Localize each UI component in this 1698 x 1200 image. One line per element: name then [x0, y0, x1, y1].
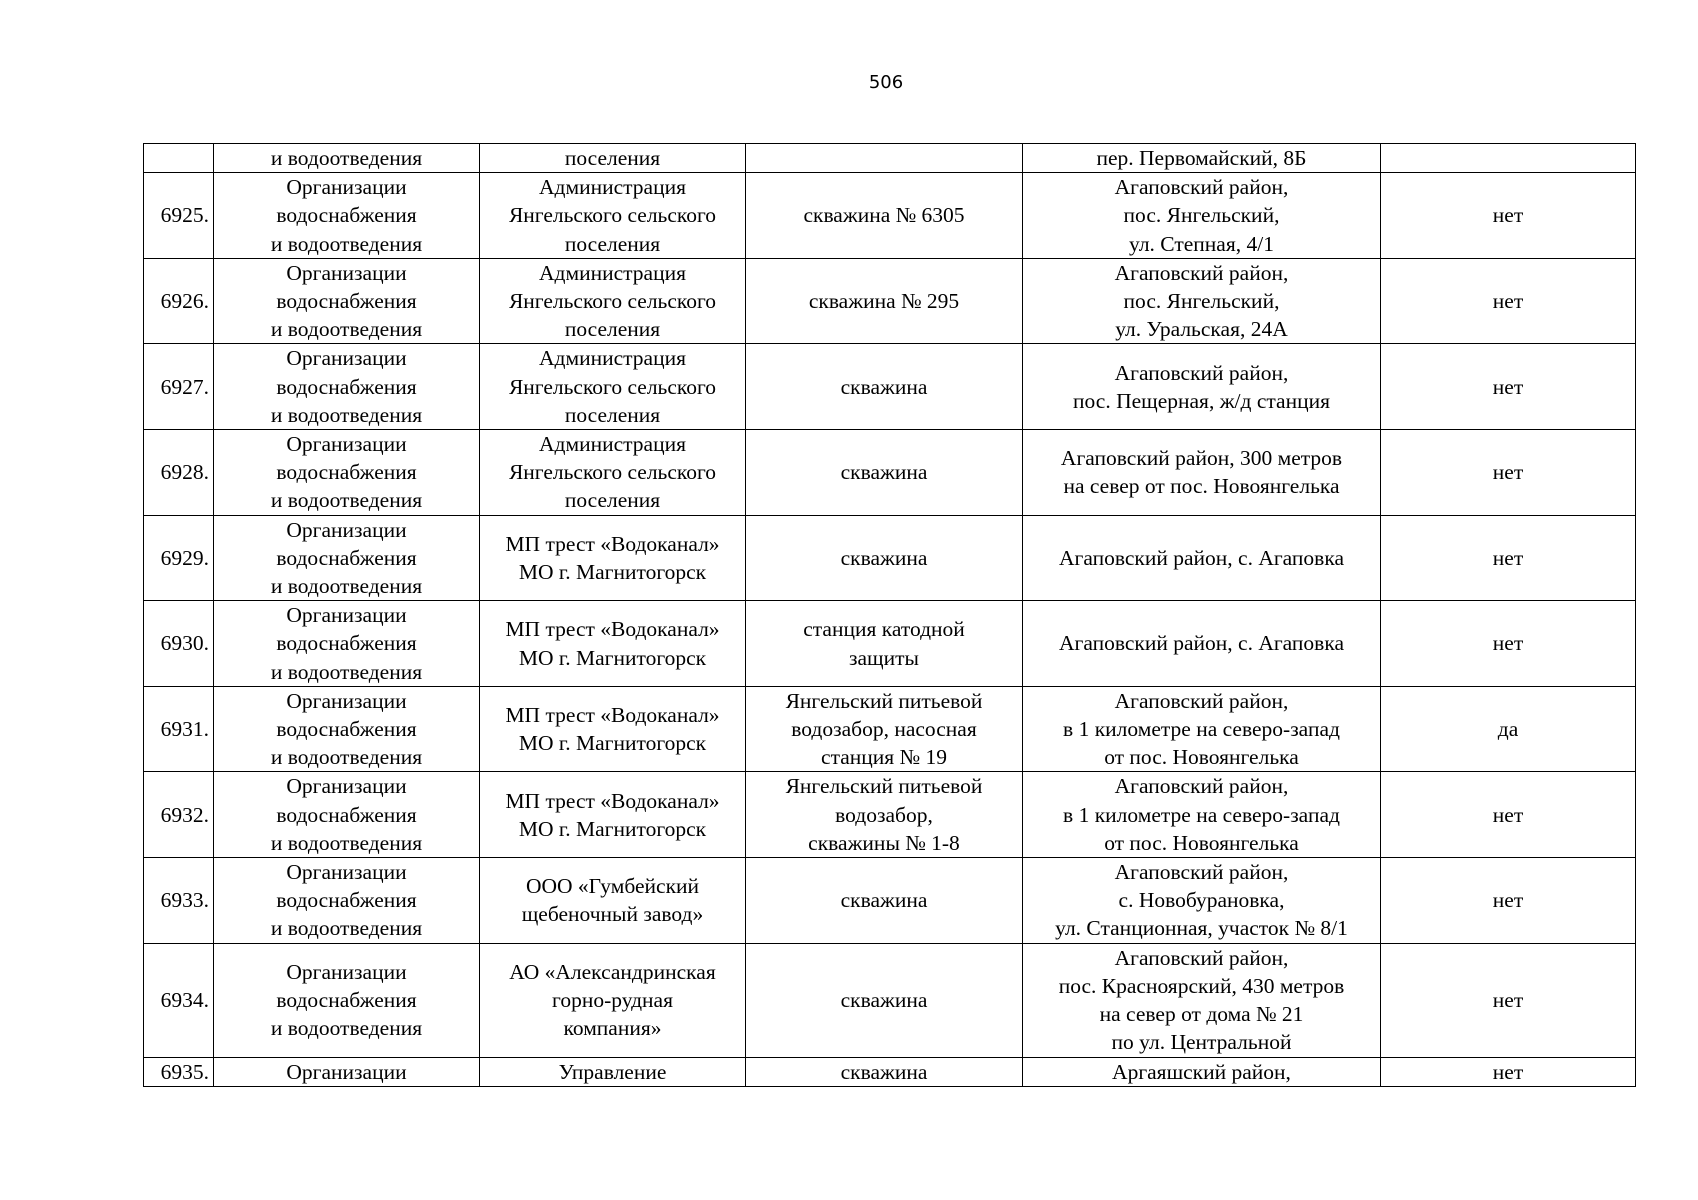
owner-line: Янгельского сельского — [508, 289, 717, 314]
owner-line: МП трест «Водоканал» — [505, 702, 720, 727]
object-line: скважина — [840, 888, 928, 913]
org-type-cell — [214, 430, 480, 516]
object-cell — [746, 173, 1023, 259]
table-row — [144, 144, 1636, 173]
address-line: в 1 километре на северо-запад — [1063, 717, 1340, 742]
org-type-line: Организации — [286, 346, 407, 371]
org-type-line: водоснабжения — [276, 460, 417, 485]
table-row — [144, 258, 1636, 344]
address-line: Агаповский район, — [1114, 175, 1289, 200]
org-type-line: и водоотведения — [270, 488, 423, 513]
object-line: скважина — [840, 545, 928, 570]
table-row — [144, 515, 1636, 601]
address-cell — [1023, 344, 1381, 430]
org-type-line: и водоотведения — [270, 830, 423, 855]
address-cell — [1023, 1057, 1381, 1086]
registry-table — [143, 143, 1636, 1087]
address-line: Агаповский район, — [1114, 260, 1289, 285]
owner-cell — [480, 943, 746, 1057]
table-row — [144, 772, 1636, 858]
org-type-line: и водоотведения — [270, 231, 423, 256]
address-line: Агаповский район, с. Агаповка — [1058, 631, 1345, 656]
owner-line: поселения — [564, 231, 661, 256]
org-type-cell — [214, 772, 480, 858]
address-line: в 1 километре на северо-запад — [1063, 802, 1340, 827]
owner-line: поселения — [564, 402, 661, 427]
address-line: Агаповский район, — [1114, 688, 1289, 713]
flag-cell: нет — [1381, 344, 1636, 430]
address-line: пер. Первомайский, 8Б — [1096, 146, 1307, 170]
row-number-cell: 6928. — [144, 430, 214, 516]
flag-cell — [1381, 144, 1636, 173]
address-line: на север от пос. Новоянгелька — [1063, 474, 1340, 499]
org-type-line: и водоотведения — [270, 146, 423, 170]
object-line: скважина — [840, 460, 928, 485]
org-type-cell — [214, 1057, 480, 1086]
address-line: пос. Красноярский, 430 метров — [1058, 973, 1345, 998]
object-line: скважины № 1-8 — [808, 830, 960, 855]
address-line: от пос. Новоянгелька — [1104, 745, 1299, 770]
org-type-cell — [214, 686, 480, 772]
org-type-line: Организации — [286, 603, 407, 628]
org-type-line: Организации — [286, 175, 407, 200]
object-line: скважина № 6305 — [803, 203, 965, 228]
row-number-cell: 6932. — [144, 772, 214, 858]
owner-cell — [480, 144, 746, 173]
owner-line: поселения — [564, 317, 661, 342]
table-row — [144, 173, 1636, 259]
address-cell — [1023, 258, 1381, 344]
object-cell — [746, 144, 1023, 173]
row-number-cell: 6927. — [144, 344, 214, 430]
flag-cell: нет — [1381, 258, 1636, 344]
flag-cell: нет — [1381, 173, 1636, 259]
owner-cell — [480, 1057, 746, 1086]
org-type-line: и водоотведения — [270, 574, 423, 599]
owner-cell — [480, 258, 746, 344]
owner-cell — [480, 858, 746, 944]
owner-line: МП трест «Водоканал» — [505, 788, 720, 813]
object-line: скважина — [840, 988, 928, 1013]
owner-line: Администрация — [539, 432, 686, 457]
address-cell — [1023, 772, 1381, 858]
table-row — [144, 430, 1636, 516]
address-line: Аргаяшский район, — [1112, 1059, 1291, 1084]
org-type-line: Организации — [286, 688, 407, 713]
object-cell — [746, 601, 1023, 687]
object-cell — [746, 686, 1023, 772]
org-type-cell — [214, 173, 480, 259]
owner-line: МО г. Магнитогорск — [518, 731, 707, 756]
table-row — [144, 943, 1636, 1057]
owner-line: Янгельского сельского — [508, 203, 717, 228]
owner-line: поселения — [564, 488, 661, 513]
address-cell — [1023, 173, 1381, 259]
owner-line: МП трест «Водоканал» — [505, 617, 720, 642]
flag-cell: нет — [1381, 1057, 1636, 1086]
object-line: скважина — [840, 1059, 928, 1084]
object-line: Янгельский питьевой — [785, 688, 983, 713]
owner-line: МО г. Магнитогорск — [518, 816, 707, 841]
owner-cell — [480, 173, 746, 259]
owner-cell — [480, 686, 746, 772]
object-line: скважина — [840, 374, 928, 399]
org-type-line: и водоотведения — [270, 1016, 423, 1041]
org-type-cell — [214, 858, 480, 944]
object-line: станция № 19 — [821, 745, 947, 770]
org-type-line: Организации — [286, 774, 407, 799]
owner-line: Администрация — [539, 260, 686, 285]
flag-cell: нет — [1381, 943, 1636, 1057]
object-line: скважина № 295 — [808, 289, 960, 314]
org-type-line: и водоотведения — [270, 916, 423, 941]
org-type-line: Организации — [286, 959, 407, 984]
address-line: пос. Янгельский, — [1123, 289, 1280, 314]
address-line: Агаповский район, — [1114, 945, 1289, 970]
table-row — [144, 344, 1636, 430]
flag-cell: нет — [1381, 515, 1636, 601]
org-type-line: Организации — [286, 860, 407, 885]
address-cell — [1023, 601, 1381, 687]
owner-line: компания» — [563, 1016, 662, 1041]
address-line: с. Новобурановка, — [1118, 888, 1285, 913]
row-number-cell: 6934. — [144, 943, 214, 1057]
object-line: водозабор, насосная — [791, 717, 977, 742]
address-line: Агаповский район, с. Агаповка — [1058, 545, 1345, 570]
org-type-cell — [214, 344, 480, 430]
org-type-cell — [214, 258, 480, 344]
address-cell — [1023, 430, 1381, 516]
object-cell — [746, 1057, 1023, 1086]
owner-cell — [480, 601, 746, 687]
address-cell — [1023, 858, 1381, 944]
table-row — [144, 686, 1636, 772]
address-line: Агаповский район, — [1114, 774, 1289, 799]
address-line: по ул. Центральной — [1111, 1030, 1292, 1055]
row-number-cell: 6925. — [144, 173, 214, 259]
table-row — [144, 601, 1636, 687]
address-cell — [1023, 943, 1381, 1057]
owner-line: Управление — [558, 1059, 667, 1084]
owner-line: АО «Александринская — [509, 959, 716, 984]
row-number-cell — [144, 144, 214, 173]
owner-line: Администрация — [539, 175, 686, 200]
address-cell — [1023, 144, 1381, 173]
org-type-line: Организации — [286, 432, 407, 457]
address-line: Агаповский район, 300 метров — [1060, 446, 1343, 471]
owner-cell — [480, 344, 746, 430]
address-line: Агаповский район, — [1114, 360, 1289, 385]
owner-line: Администрация — [539, 346, 686, 371]
address-cell — [1023, 686, 1381, 772]
object-line: водозабор, — [835, 802, 933, 827]
org-type-line: водоснабжения — [276, 289, 417, 314]
object-cell — [746, 430, 1023, 516]
address-line: ул. Уральская, 24А — [1115, 317, 1288, 342]
flag-cell: нет — [1381, 601, 1636, 687]
org-type-line: водоснабжения — [276, 988, 417, 1013]
owner-line: Янгельского сельского — [508, 460, 717, 485]
owner-line: МП трест «Водоканал» — [505, 531, 720, 556]
row-number-cell: 6931. — [144, 686, 214, 772]
org-type-line: Организации — [286, 517, 407, 542]
row-number-cell: 6929. — [144, 515, 214, 601]
object-line: защиты — [849, 645, 919, 670]
owner-line: МО г. Магнитогорск — [518, 559, 707, 584]
org-type-line: водоснабжения — [276, 374, 417, 399]
owner-cell — [480, 772, 746, 858]
owner-cell — [480, 430, 746, 516]
table-row — [144, 858, 1636, 944]
org-type-line: Организации — [286, 260, 407, 285]
object-cell — [746, 515, 1023, 601]
address-line: Агаповский район, — [1114, 860, 1289, 885]
owner-line: Янгельского сельского — [508, 374, 717, 399]
org-type-line: водоснабжения — [276, 545, 417, 570]
org-type-line: и водоотведения — [270, 317, 423, 342]
row-number-cell: 6930. — [144, 601, 214, 687]
org-type-line: водоснабжения — [276, 802, 417, 827]
page-number: 506 — [868, 72, 904, 93]
address-cell — [1023, 515, 1381, 601]
table-row — [144, 1057, 1636, 1086]
address-line: ул. Степная, 4/1 — [1129, 231, 1274, 256]
object-cell — [746, 858, 1023, 944]
row-number-cell: 6926. — [144, 258, 214, 344]
org-type-cell — [214, 943, 480, 1057]
org-type-line: водоснабжения — [276, 203, 417, 228]
address-line: от пос. Новоянгелька — [1104, 830, 1299, 855]
owner-line: ООО «Гумбейский — [525, 874, 700, 899]
org-type-cell — [214, 601, 480, 687]
org-type-line: водоснабжения — [276, 888, 417, 913]
flag-cell: да — [1381, 686, 1636, 772]
owner-cell — [480, 515, 746, 601]
address-line: пос. Янгельский, — [1123, 203, 1280, 228]
flag-cell: нет — [1381, 858, 1636, 944]
owner-line: горно-рудная — [552, 988, 673, 1013]
registry-body — [144, 144, 1636, 1087]
org-type-line: и водоотведения — [270, 402, 423, 427]
org-type-line: и водоотведения — [270, 659, 423, 684]
owner-line: МО г. Магнитогорск — [518, 645, 707, 670]
address-line: пос. Пещерная, ж/д станция — [1073, 388, 1330, 413]
object-cell — [746, 772, 1023, 858]
row-number-cell: 6935. — [144, 1057, 214, 1086]
org-type-line: водоснабжения — [276, 717, 417, 742]
org-type-line: и водоотведения — [270, 745, 423, 770]
org-type-line: Организации — [286, 1059, 407, 1084]
address-line: ул. Станционная, участок № 8/1 — [1055, 916, 1348, 941]
object-cell — [746, 943, 1023, 1057]
row-number-cell: 6933. — [144, 858, 214, 944]
object-cell — [746, 344, 1023, 430]
org-type-line: водоснабжения — [276, 631, 417, 656]
org-type-cell — [214, 144, 480, 173]
flag-cell: нет — [1381, 772, 1636, 858]
org-type-cell — [214, 515, 480, 601]
owner-line: поселения — [564, 146, 661, 170]
address-line: на север от дома № 21 — [1099, 1002, 1304, 1027]
flag-cell: нет — [1381, 430, 1636, 516]
object-line: станция катодной — [803, 617, 965, 642]
object-cell — [746, 258, 1023, 344]
owner-line: щебеночный завод» — [521, 902, 704, 927]
object-line: Янгельский питьевой — [785, 774, 983, 799]
